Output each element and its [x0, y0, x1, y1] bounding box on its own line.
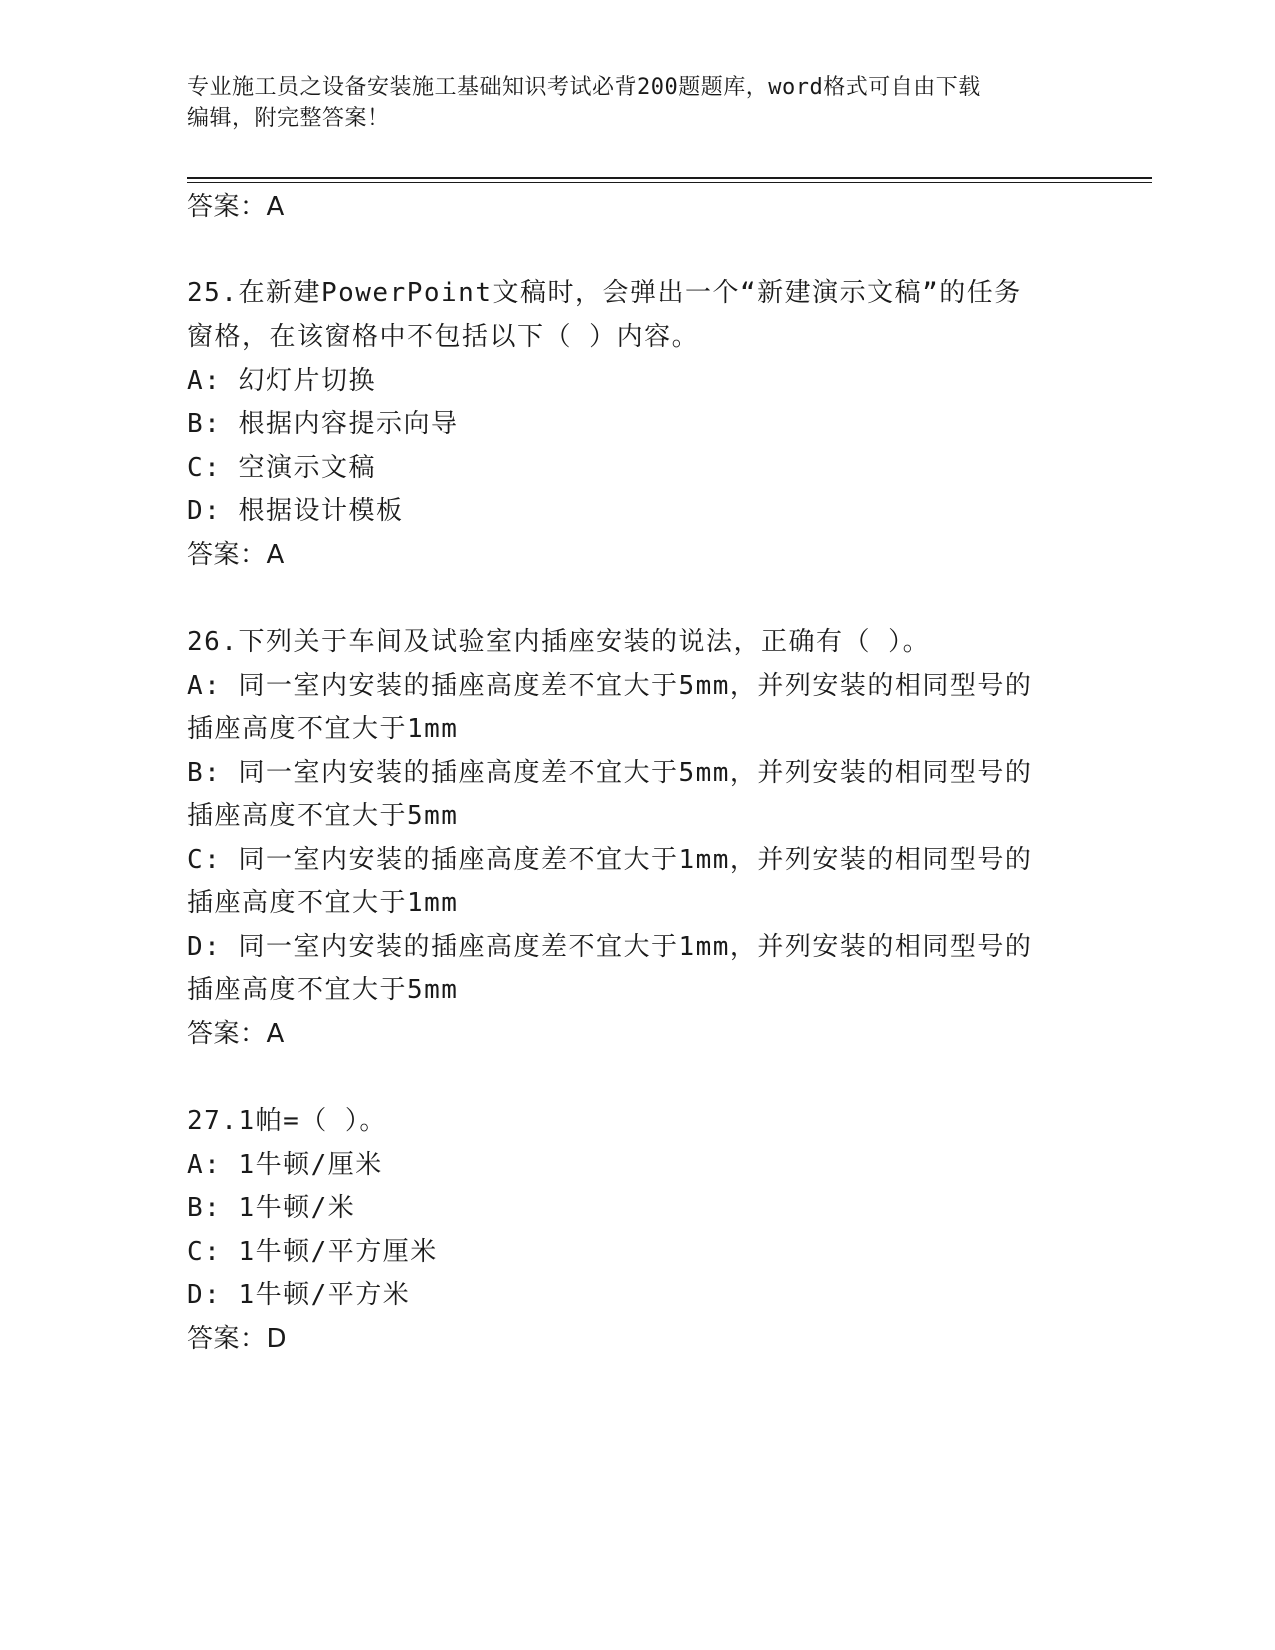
q27-option-c: C: 1牛顿/平方厘米 — [187, 1237, 438, 1267]
q26-option-d-line1: D: 同一室内安装的插座高度差不宜大于1mm，并列安装的相同型号的 — [187, 932, 1033, 962]
q25-option-d: D: 根据设计模板 — [187, 496, 404, 526]
q26-option-c-line1: C: 同一室内安装的插座高度差不宜大于1mm，并列安装的相同型号的 — [187, 845, 1033, 875]
q27-option-d: D: 1牛顿/平方米 — [187, 1280, 411, 1310]
q27-answer: 答案：D — [187, 1324, 288, 1354]
q26-option-b-line2: 插座高度不宜大于5mm — [187, 801, 459, 831]
header-title-line1: 专业施工员之设备安装施工基础知识考试必背200题题库，word格式可自由下载 — [187, 75, 981, 100]
q26-option-a-line2: 插座高度不宜大于1mm — [187, 714, 459, 744]
q25-option-a: A: 幻灯片切换 — [187, 366, 376, 396]
q26-option-c-line2: 插座高度不宜大于1mm — [187, 888, 459, 918]
q27-stem: 27.1帕=（ ）。 — [187, 1106, 387, 1136]
previous-answer: 答案：A — [187, 192, 285, 222]
q27-option-a: A: 1牛顿/厘米 — [187, 1150, 383, 1180]
header-divider-thin — [187, 182, 1152, 183]
q26-option-a-line1: A: 同一室内安装的插座高度差不宜大于5mm，并列安装的相同型号的 — [187, 671, 1033, 701]
header-divider-thick — [187, 177, 1152, 179]
q26-option-b-line1: B: 同一室内安装的插座高度差不宜大于5mm，并列安装的相同型号的 — [187, 758, 1033, 788]
q26-option-d-line2: 插座高度不宜大于5mm — [187, 975, 459, 1005]
q26-stem: 26.下列关于车间及试验室内插座安装的说法，正确有（ ）。 — [187, 627, 931, 657]
q27-option-b: B: 1牛顿/米 — [187, 1193, 356, 1223]
header-title-line2: 编辑，附完整答案！ — [187, 106, 390, 131]
q25-answer: 答案：A — [187, 540, 285, 570]
q25-stem-line2: 窗格，在该窗格中不包括以下（ ）内容。 — [187, 322, 700, 352]
q25-option-c: C: 空演示文稿 — [187, 453, 376, 483]
page-header — [187, 72, 1067, 134]
q25-stem-line1: 25.在新建PowerPoint文稿时，会弹出一个“新建演示文稿”的任务 — [187, 278, 1022, 308]
q25-option-b: B: 根据内容提示向导 — [187, 409, 459, 439]
q26-answer: 答案：A — [187, 1019, 285, 1049]
